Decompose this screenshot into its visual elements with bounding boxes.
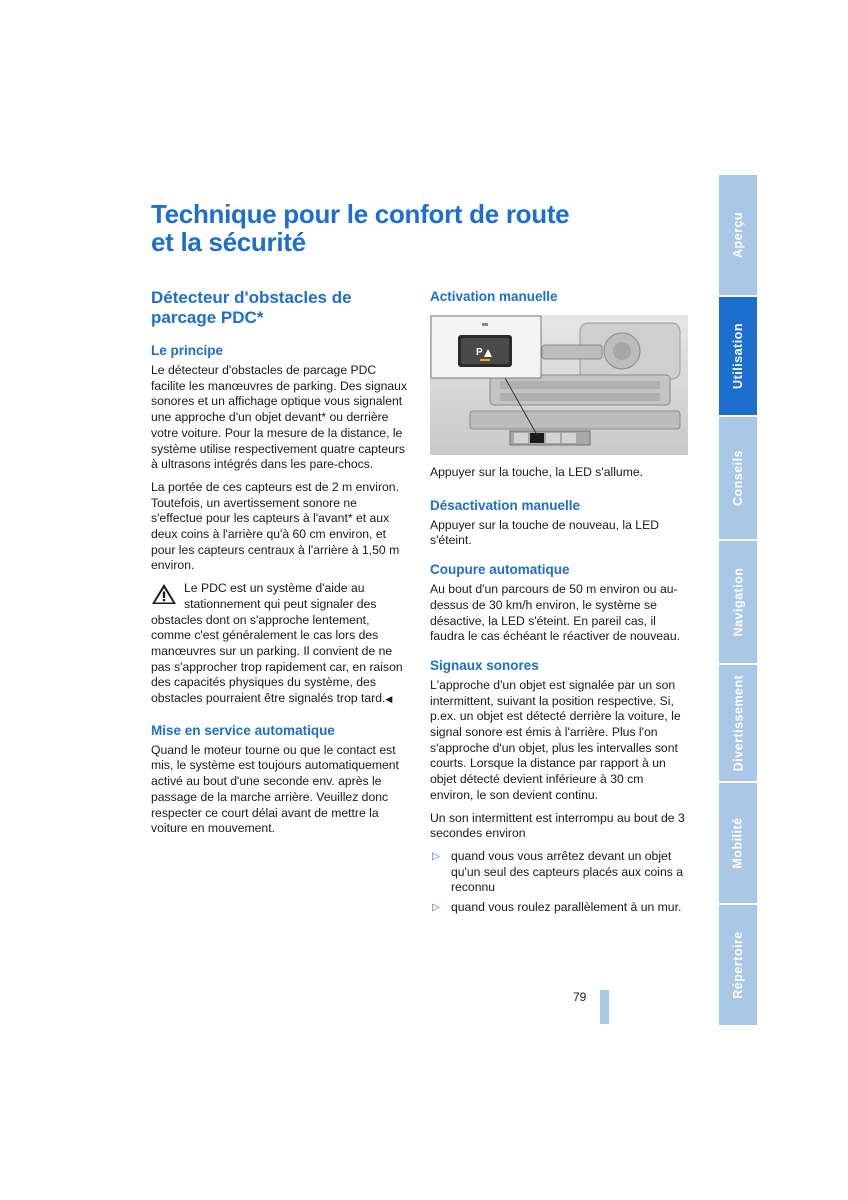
tab-navigation[interactable] [719,541,757,663]
principle-paragraph-2: La portée de ces capteurs est de 2 m environ. Toutefois, un avertissement sonore ne s'effectue pour les capteurs à l'avant* et aux deux coins à l'arrière qu'à 60 cm environ, et pour les capteurs centraux à l'arrière à 1,50 m environ. [151,479,400,573]
page-number: 79 [573,990,587,1004]
tab-label: Mobilité [731,817,745,869]
page-title [151,200,611,256]
warning-text: Le PDC est un système d'aide au stationnement qui peut signaler des obstacles dont on s'approche lentement, comme c'est généralement le cas lors des manœuvres sur un parking. Il convient de ne pas s'approcher trop rapidement car, en raison des capacités physiques du système, des obstacles pourraient être signalés trop tard. [151,581,403,706]
signals-section [430,657,688,916]
manual-on-caption: Appuyer sur la touche, la LED s'allume. [430,465,644,479]
list-item-text: quand vous vous arrêtez devant un objet qu'un seul des capteurs placés aux coins a reconnu [451,848,684,895]
warning-triangle-icon [151,583,177,605]
auto-off-text: Au bout d'un parcours de 50 m environ ou au-dessus de 30 km/h environ, le système se désactive, la LED s'éteint. En pareil cas, il faudra le cas échéant le réactiver de nouveau. [430,582,681,644]
signals-text: L'approche d'un objet est signalée par un son intermittent, suivant la position respective. Si, p.ex. un objet est détecté derrière la voiture, le signal sonore est émis à l'arrière. Plus l'on s'approche d'un objet, plus les intervalles sont courts. Lorsque la distance par rapport à un objet détecté devient inférieure à 30 cm environ, le son devient continu. [430,677,681,802]
list-item [430,900,688,916]
tab-conseils[interactable] [719,417,757,539]
tab-label: Utilisation [731,323,746,389]
end-mark-icon: ◀ [385,694,393,705]
manual-off-text: Appuyer sur la touche de nouveau, la LED s'éteint. [430,517,660,548]
tab-divertissement[interactable] [719,665,757,781]
bullet-arrow-icon: ▷ [432,850,440,862]
principle-paragraph-1: Le détecteur d'obstacles de parcage PDC facilite les manœuvres de parking. Des signaux sonores et un affichage optique vous signalent une approche d'un objet devant* ou derrière votre voiture. Pour la mesure de la distance, le système utilise respectivement quatre capteurs à ultrasons intégrés dans les pare-chocs. [151,363,408,472]
svg-text:P: P [476,347,483,358]
tab-label: Divertissement [731,674,745,772]
list-item-text: quand vous roulez parallèlement à un mur. [451,900,682,915]
principle-heading: Le principe [151,343,224,358]
auto-off-section [430,561,688,645]
tab-label: Navigation [731,567,745,637]
chapter-tabs [719,175,757,1025]
auto-start-heading: Mise en service automatique [151,722,335,738]
signals-bullet-list [430,849,688,916]
auto-off-heading: Coupure automatique [430,562,570,578]
tab-repertoire[interactable] [719,905,757,1025]
tab-label: Conseils [731,449,746,507]
right-column [430,288,688,928]
manual-off-section [430,497,688,549]
principle-section [151,342,409,708]
manual-off-heading: Désactivation manuelle [430,497,581,513]
tab-utilisation[interactable] [719,297,757,415]
title-line-2: et la sécurité [151,227,306,257]
section-heading-pdc: Détecteur d'obstacles de parcage PDC* [151,288,352,327]
tab-apercu[interactable] [719,175,757,295]
signals-interrupt-text: Un son intermittent est interrompu au bout de 3 secondes environ [430,810,685,841]
auto-start-section [151,722,409,837]
tab-label: Répertoire [731,931,745,999]
auto-start-text: Quand le moteur tourne ou que le contact est mis, le système est toujours automatiquement activé au bout d'une seconde env. après le passage de la marche arrière. Veuillez donc respecter ce court délai avant de mettre la voiture en mouvement. [151,742,399,836]
dashboard-illustration [430,315,688,455]
signals-heading: Signaux sonores [430,657,539,673]
left-column [151,288,409,849]
manual-on-heading: Activation manuelle [430,289,558,304]
page-marker-bar [600,990,609,1024]
tab-mobilite[interactable] [719,783,757,903]
bullet-arrow-icon: ▷ [432,902,440,914]
warning-note [151,581,409,708]
pdc-button-photo [430,315,688,455]
list-item [430,849,688,896]
title-line-1: Technique pour le confort de route [151,199,570,229]
tab-label: Aperçu [731,211,746,259]
